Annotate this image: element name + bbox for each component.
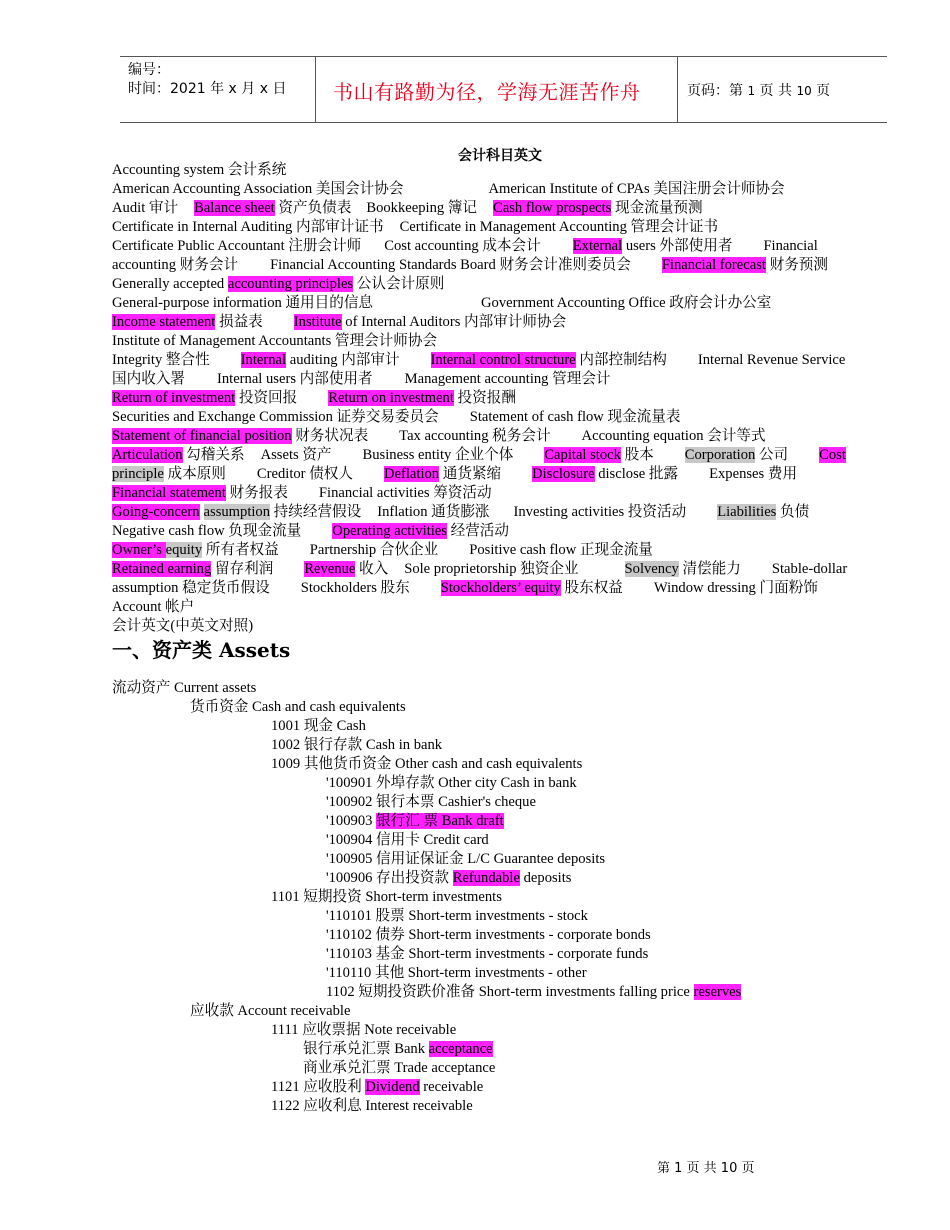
account-subentry: deposits bbox=[519, 870, 572, 886]
highlighted-term: Cash flow prospects bbox=[493, 200, 612, 216]
list-item bbox=[112, 869, 741, 888]
term: Bookkeeping 簿记 bbox=[366, 200, 478, 216]
list-item bbox=[112, 793, 741, 812]
highlighted-term: Stockholders’ equity bbox=[440, 580, 561, 596]
term: Financial Accounting Standards Board 财务会计准则委员会 bbox=[270, 257, 631, 273]
glossary-line bbox=[112, 180, 887, 199]
highlighted-term: Internal bbox=[240, 352, 287, 368]
header-bottom-rule bbox=[120, 122, 887, 123]
term: Tax accounting 税务会计 bbox=[399, 428, 551, 444]
highlighted-term: Financial statement bbox=[112, 485, 226, 501]
list-item bbox=[112, 1078, 741, 1097]
glossary-text bbox=[112, 161, 887, 636]
highlighted-term: equity bbox=[165, 542, 203, 558]
list-item bbox=[112, 907, 741, 926]
glossary-line bbox=[112, 275, 887, 294]
glossary-line bbox=[112, 484, 887, 503]
glossary-line bbox=[112, 598, 887, 617]
term: 持续经营假设 bbox=[270, 504, 362, 520]
term: American Institute of CPAs 美国注册会计师协会 bbox=[488, 181, 785, 197]
term: Stockholders 股东 bbox=[300, 580, 410, 596]
account-subentry: 银行承兑汇票 Bank bbox=[303, 1041, 429, 1057]
term: Positive cash flow 正现金流量 bbox=[469, 542, 653, 558]
term: 所有者权益 bbox=[202, 542, 279, 558]
term: Institute of Management Accountants 管理会计师协会 bbox=[112, 333, 438, 349]
term: 收入 bbox=[355, 561, 389, 577]
header-page-indicator bbox=[687, 80, 830, 100]
term: Window dressing 门面粉饰 bbox=[653, 580, 818, 596]
highlighted-term: Deflation bbox=[383, 466, 440, 482]
list-item bbox=[112, 983, 741, 1002]
account-subentry: '100901 外埠存款 Other city Cash in bank bbox=[326, 775, 577, 791]
term: Management accounting 管理会计 bbox=[404, 371, 611, 387]
glossary-line bbox=[112, 351, 887, 370]
term: Securities and Exchange Commission 证券交易委员会 bbox=[112, 409, 439, 425]
term: 股本 bbox=[620, 447, 654, 463]
term: Internal Revenue Service bbox=[697, 352, 846, 368]
term: Partnership 合伙企业 bbox=[309, 542, 439, 558]
term: 股东权益 bbox=[560, 580, 623, 596]
account-subentry: '100906 存出投资款 bbox=[326, 870, 453, 886]
term: disclose 批露 bbox=[594, 466, 679, 482]
highlighted-term: Return on investment bbox=[328, 390, 454, 406]
term: Audit 审计 bbox=[112, 200, 179, 216]
term: Expenses 费用 bbox=[709, 466, 798, 482]
page-current: 1 bbox=[747, 84, 756, 98]
term: Statement of cash flow 现金流量表 bbox=[469, 409, 681, 425]
list-item bbox=[112, 964, 741, 983]
term: Financial bbox=[763, 238, 818, 254]
term: Assets 资产 bbox=[260, 447, 332, 463]
highlighted-term: Return of investment bbox=[112, 390, 236, 406]
list-item bbox=[112, 945, 741, 964]
glossary-line bbox=[112, 218, 887, 237]
account-subentry: '110110 其他 Short-term investments - other bbox=[326, 965, 587, 981]
term: 损益表 bbox=[215, 314, 263, 330]
account-subentry: '100904 信用卡 Credit card bbox=[326, 832, 489, 848]
term: 投资回报 bbox=[235, 390, 298, 406]
highlighted-term: accounting principles bbox=[227, 276, 354, 292]
account-entry: 1121 应收股利 bbox=[271, 1079, 366, 1095]
account-entry: 1001 现金 Cash bbox=[271, 718, 366, 734]
highlighted-term: Retained earning bbox=[112, 561, 212, 577]
glossary-line bbox=[112, 161, 887, 180]
highlighted-term: assumption bbox=[203, 504, 271, 520]
highlighted-term: Institute bbox=[293, 314, 342, 330]
term: 勾稽关系 bbox=[182, 447, 245, 463]
list-item bbox=[112, 736, 741, 755]
glossary-line bbox=[112, 503, 887, 522]
highlighted-term: Revenue bbox=[304, 561, 356, 577]
term: Account 帐户 bbox=[112, 599, 195, 615]
highlighted-term: Capital stock bbox=[544, 447, 621, 463]
highlighted-term: Financial forecast bbox=[661, 257, 766, 273]
account-entry: 1111 应收票据 Note receivable bbox=[271, 1022, 457, 1038]
glossary-line bbox=[112, 389, 887, 408]
account-subentry: '110102 债券 Short-term investments - corporate bonds bbox=[326, 927, 651, 943]
header-top-rule bbox=[120, 56, 887, 57]
document-title: 会计科目英文 bbox=[458, 148, 542, 164]
term: Cost accounting 成本会计 bbox=[384, 238, 541, 254]
term: 经营活动 bbox=[446, 523, 509, 539]
account-list bbox=[112, 679, 741, 1116]
term: Creditor 债权人 bbox=[256, 466, 353, 482]
term: 留存利润 bbox=[211, 561, 274, 577]
account-subentry: '100903 bbox=[326, 813, 377, 829]
term: 通货紧缩 bbox=[439, 466, 502, 482]
list-item bbox=[112, 888, 741, 907]
highlighted-term: principle bbox=[112, 466, 164, 482]
term: 公司 bbox=[755, 447, 789, 463]
list-item bbox=[112, 1021, 741, 1040]
account-subentry: '100905 信用证保证金 L/C Guarantee deposits bbox=[326, 851, 606, 867]
term: Integrity 整合性 bbox=[112, 352, 210, 368]
term: Stable-dollar bbox=[771, 561, 848, 577]
term: Government Accounting Office 政府会计办公室 bbox=[481, 295, 772, 311]
term: 国内收入署 bbox=[112, 371, 185, 387]
term: Accounting equation 会计等式 bbox=[581, 428, 766, 444]
term: Sole proprietorship 独资企业 bbox=[404, 561, 579, 577]
highlighted-term: Income statement bbox=[112, 314, 216, 330]
glossary-line bbox=[112, 237, 887, 256]
header-number-label: 编号： bbox=[128, 62, 170, 78]
term: assumption 稳定货币假设 bbox=[112, 580, 270, 596]
highlighted-term: Going-concern bbox=[112, 504, 200, 520]
highlighted-term: reserves bbox=[693, 984, 742, 1000]
term: Financial activities 筹资活动 bbox=[318, 485, 492, 501]
list-item bbox=[112, 1040, 741, 1059]
term: 公认会计原则 bbox=[353, 276, 445, 292]
account-entry: 1002 银行存款 Cash in bank bbox=[271, 737, 443, 753]
term: 会计英文(中英文对照) bbox=[112, 618, 254, 634]
account-entry: 1009 其他货币资金 Other cash and cash equivalents bbox=[271, 756, 583, 772]
glossary-line bbox=[112, 522, 887, 541]
term: Business entity 企业个体 bbox=[362, 447, 514, 463]
term: 清偿能力 bbox=[678, 561, 741, 577]
term: General-purpose information 通用目的信息 bbox=[112, 295, 374, 311]
glossary-line bbox=[112, 427, 887, 446]
list-item bbox=[112, 812, 741, 831]
highlighted-term: Statement of financial position bbox=[112, 428, 292, 444]
term: American Accounting Association 美国会计协会 bbox=[112, 181, 404, 197]
term: Certificate Public Accountant 注册会计师 bbox=[112, 238, 362, 254]
list-item bbox=[112, 774, 741, 793]
account-entry: 1122 应收利息 Interest receivable bbox=[271, 1098, 473, 1114]
list-item bbox=[112, 755, 741, 774]
term: of Internal Auditors 内部审计师协会 bbox=[341, 314, 567, 330]
term: users 外部使用者 bbox=[622, 238, 733, 254]
glossary-line bbox=[112, 332, 887, 351]
glossary-line bbox=[112, 579, 887, 598]
term: Inflation 通货膨涨 bbox=[377, 504, 490, 520]
glossary-line bbox=[112, 313, 887, 332]
page-middle: 页 共 bbox=[755, 83, 797, 99]
glossary-line bbox=[112, 446, 887, 465]
page-suffix: 页 bbox=[811, 83, 831, 99]
list-item bbox=[112, 1097, 741, 1116]
page-footer: 第 1 页 共 10 页 bbox=[657, 1161, 755, 1176]
highlighted-term: Internal control structure bbox=[430, 352, 576, 368]
term: 财务报表 bbox=[225, 485, 288, 501]
account-entry: 1101 短期投资 Short-term investments bbox=[271, 889, 502, 905]
glossary-line bbox=[112, 560, 887, 579]
term: 财务状况表 bbox=[291, 428, 369, 444]
list-item bbox=[112, 831, 741, 850]
glossary-line bbox=[112, 408, 887, 427]
list-item bbox=[112, 926, 741, 945]
highlighted-term: Dividend bbox=[365, 1079, 420, 1095]
page-total: 10 bbox=[796, 84, 812, 98]
term: Negative cash flow 负现金流量 bbox=[112, 523, 302, 539]
header-divider bbox=[315, 57, 316, 122]
term: Internal users 内部使用者 bbox=[216, 371, 373, 387]
term: Generally accepted bbox=[112, 276, 228, 292]
highlighted-term: Operating activities bbox=[332, 523, 447, 539]
highlighted-term: External bbox=[572, 238, 623, 254]
header-time-label: 时间：2021 年 x 月 x 日 bbox=[128, 81, 287, 97]
account-subentry: 1102 短期投资跌价准备 Short-term investments falling price bbox=[326, 984, 694, 1000]
highlighted-term: Refundable bbox=[452, 870, 520, 886]
account-group: 应收款 Account receivable bbox=[190, 1003, 351, 1019]
glossary-line bbox=[112, 370, 887, 389]
highlighted-term: Liabilities bbox=[717, 504, 777, 520]
term: Certificate in Management Accounting 管理会计证书 bbox=[399, 219, 719, 235]
term: 内部控制结构 bbox=[575, 352, 667, 368]
glossary-line bbox=[112, 294, 887, 313]
term: 成本原则 bbox=[163, 466, 226, 482]
list-item bbox=[112, 1059, 741, 1078]
account-subentry: '110101 股票 Short-term investments - stock bbox=[326, 908, 588, 924]
glossary-line bbox=[112, 541, 887, 560]
account-subentry: '100902 银行本票 Cashier's cheque bbox=[326, 794, 536, 810]
term: Certificate in Internal Auditing 内部审计证书 bbox=[112, 219, 384, 235]
term: Accounting system 会计系统 bbox=[112, 162, 287, 178]
header-motto: 书山有路勤为径，学海无涯苦作舟 bbox=[333, 80, 641, 104]
term: 现金流量预测 bbox=[611, 200, 703, 216]
list-item bbox=[112, 698, 741, 717]
term: 负债 bbox=[776, 504, 810, 520]
account-entry: receivable bbox=[419, 1079, 484, 1095]
highlighted-term: Disclosure bbox=[532, 466, 595, 482]
glossary-line bbox=[112, 256, 887, 275]
highlighted-term: Cost bbox=[819, 447, 846, 463]
glossary-line bbox=[112, 199, 887, 218]
account-group: 货币资金 Cash and cash equivalents bbox=[190, 699, 406, 715]
list-item bbox=[112, 850, 741, 869]
list-item bbox=[112, 1002, 741, 1021]
header-divider bbox=[677, 57, 678, 122]
account-subentry: 商业承兑汇票 Trade acceptance bbox=[303, 1060, 496, 1076]
highlighted-term: Articulation bbox=[112, 447, 183, 463]
section-heading: 一、资产类 Assets bbox=[112, 638, 291, 662]
term: 投资报酬 bbox=[453, 390, 516, 406]
list-item bbox=[112, 679, 741, 698]
account-category: 流动资产 Current assets bbox=[112, 680, 257, 696]
highlighted-term: Owner’s bbox=[112, 542, 166, 558]
account-subentry: '110103 基金 Short-term investments - corporate funds bbox=[326, 946, 649, 962]
term: 资产负债表 bbox=[274, 200, 352, 216]
term: accounting 财务会计 bbox=[112, 257, 239, 273]
highlighted-term: 银行汇 票 Bank draft bbox=[376, 813, 504, 829]
glossary-line bbox=[112, 465, 887, 484]
term: 财务预测 bbox=[765, 257, 828, 273]
term: auditing 内部审计 bbox=[286, 352, 400, 368]
term: Investing activities 投资活动 bbox=[513, 504, 687, 520]
page-prefix: 页码：第 bbox=[687, 83, 748, 99]
highlighted-term: Corporation bbox=[684, 447, 756, 463]
list-item bbox=[112, 717, 741, 736]
highlighted-term: Balance sheet bbox=[194, 200, 275, 216]
highlighted-term: acceptance bbox=[428, 1041, 493, 1057]
highlighted-term: Solvency bbox=[624, 561, 679, 577]
